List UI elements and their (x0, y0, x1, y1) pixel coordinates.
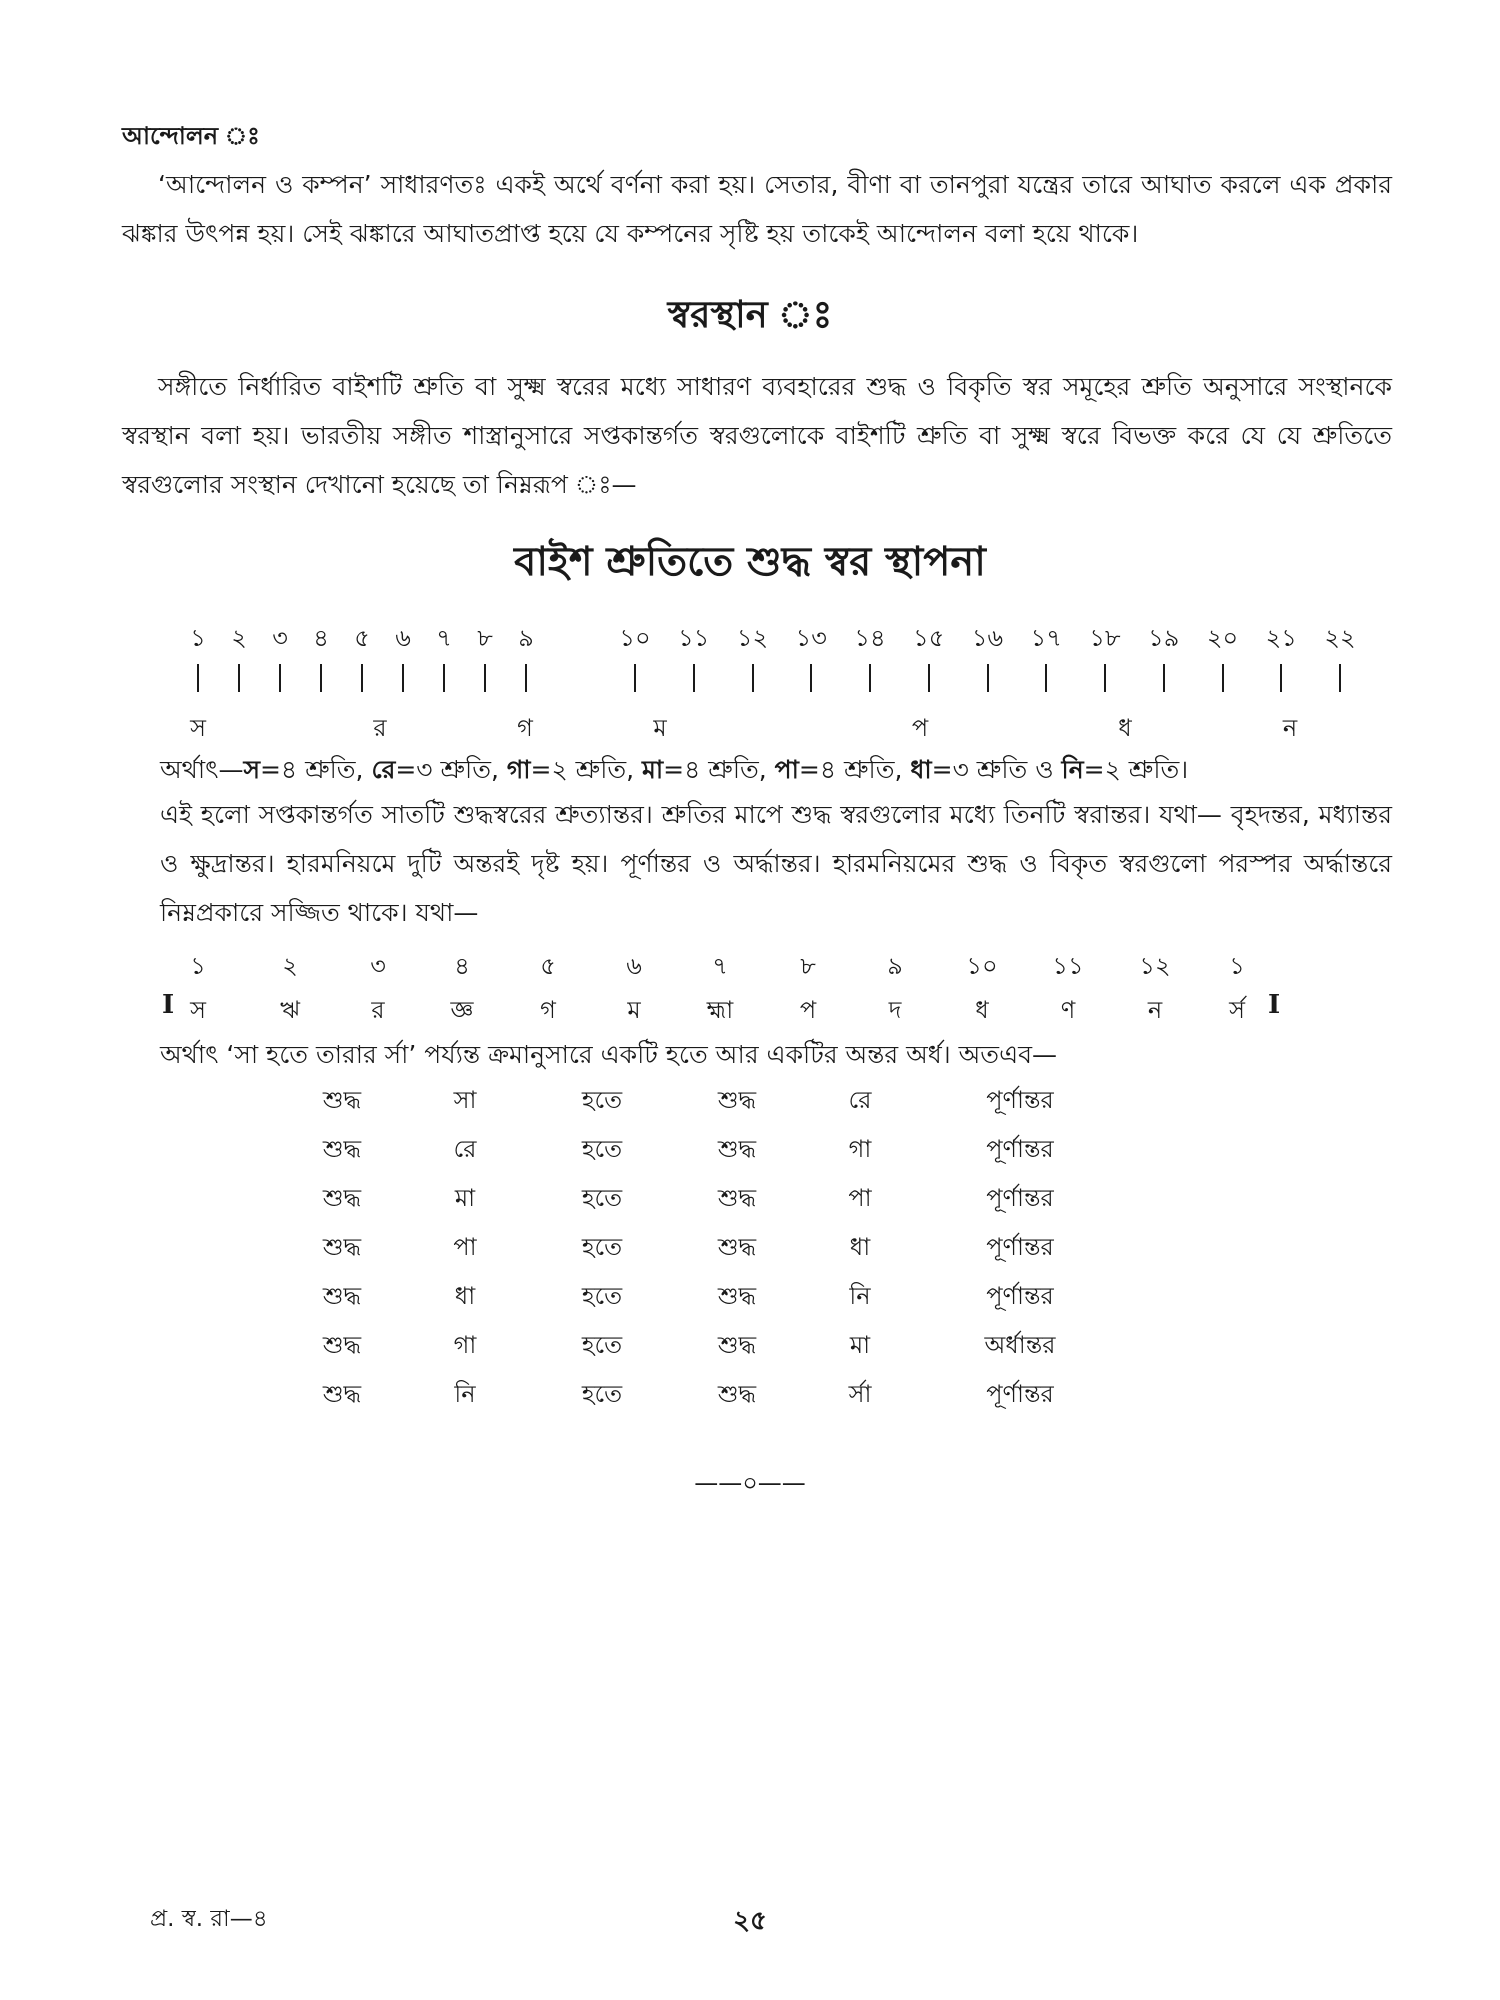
interval-table-cell: নি (849, 1282, 871, 1310)
summary-value: =২ শ্রুতি (1083, 755, 1180, 784)
interval-table-cell: শুদ্ধ (322, 1331, 362, 1359)
harmonium-number: ৩ (370, 952, 386, 980)
interval-table-cell: শুদ্ধ (717, 1086, 757, 1114)
shruti-note: ম (653, 714, 667, 742)
interval-table-cell: মা (849, 1331, 871, 1359)
interval-table-cell: হতে (581, 1135, 623, 1163)
shruti-tick (525, 664, 527, 692)
shruti-tick (693, 664, 695, 692)
harmonium-bar-right: I (1268, 990, 1281, 1020)
section-end-ornament: ——০—— (694, 1469, 806, 1497)
harmonium-number: ২ (282, 952, 298, 980)
summary-end: । (1179, 755, 1189, 784)
shruti-number: ১৬ (971, 624, 1004, 652)
interval-table-cell: পূর্ণান্তর (986, 1184, 1054, 1212)
harmonium-note: ণ (1060, 996, 1076, 1024)
interval-table-cell: শুদ্ধ (717, 1380, 757, 1408)
interval-paragraph: এই হলো সপ্তকান্তর্গত সাতটি শুদ্ধস্বরের শ্রুত্যান্তর। শ্রুতির মাপে শুদ্ধ স্বরগুলোর মধ্যে তিনটি স্বরান্তর। যথা— বৃহদন্তর, মধ্যান্তর ও ক্ষুদ্রান্তর। হারমনিয়মে দুটি অন্তরই দৃষ্ট হয়। পূর্ণান্তর ও অর্দ্ধান্তর। হারমনিয়মের শুদ্ধ ও বিকৃত স্বরগুলো পরস্পর অর্দ্ধান্তরে নিম্নপ্রকারে সজ্জিত থাকে। যথা— (160, 800, 1392, 927)
shruti-tick (320, 664, 322, 692)
shruti-tick (810, 664, 812, 692)
shruti-number: ১৭ (1030, 624, 1062, 652)
shruti-note: গ (517, 714, 533, 742)
interval-table-cell: শুদ্ধ (717, 1233, 757, 1261)
harmonium-number: ৮ (800, 952, 816, 980)
page-number: ২৫ (733, 1906, 767, 1936)
andolan-paragraph-text: ‘আন্দোলন ও কম্পন’ সাধারণতঃ একই অর্থে বর্ণনা করা হয়। সেতার, বীণা বা তানপুরা যন্ত্রের তারে আঘাত করলে এক প্রকার ঝঙ্কার উৎপন্ন হয়। সেই ঝঙ্কারে আঘাতপ্রাপ্ত হয়ে যে কম্পনের সৃষ্টি হয় তাকেই আন্দোলন বলা হয়ে থাকে। (122, 170, 1392, 248)
interval-table-cell: হতে (581, 1086, 623, 1114)
shruti-tick (443, 664, 445, 692)
interval-table-cell: হতে (581, 1282, 623, 1310)
harmonium-note: গ (540, 996, 556, 1024)
shruti-number: ২ (231, 624, 247, 652)
shruti-number: ৩ (272, 624, 288, 652)
shruti-tick (1045, 664, 1047, 692)
interval-table-cell: শুদ্ধ (322, 1233, 362, 1261)
interval-table-cell: মা (454, 1184, 476, 1212)
interval-table-cell: রে (848, 1086, 872, 1114)
harmonium-number: ৬ (626, 952, 642, 980)
shruti-number: ১৯ (1148, 624, 1180, 652)
shruti-tick (1222, 664, 1224, 692)
swarasthan-title: স্বরস্থান ঃ (667, 293, 833, 336)
shruti-tick (361, 664, 363, 692)
shruti-title: বাইশ শ্রুতিতে শুদ্ধ স্বর স্থাপনা (514, 539, 986, 585)
shruti-tick (1339, 664, 1341, 692)
footer-reference: প্র. স্ব. রা—৪ (150, 1906, 268, 1932)
interval-table-cell: শুদ্ধ (717, 1135, 757, 1163)
shruti-tick (634, 664, 636, 692)
harmonium-note: দ (888, 996, 902, 1024)
shruti-number: ২১ (1265, 624, 1297, 652)
harmonium-number: ১১ (1052, 952, 1084, 980)
shruti-note: স (190, 714, 206, 742)
interval-table-cell: শুদ্ধ (322, 1380, 362, 1408)
interval-table-cell: শুদ্ধ (322, 1135, 362, 1163)
shruti-tick (402, 664, 404, 692)
swarasthan-paragraph-text: সঙ্গীতে নির্ধারিত বাইশটি শ্রুতি বা সুক্ষ্ম স্বরের মধ্যে সাধারণ ব্যবহারের শুদ্ধ ও বিকৃতি স্বর সমূহের শ্রুতি অনুসারে সংস্থানকে স্বরস্থান বলা হয়। ভারতীয় সঙ্গীত শাস্ত্রানুসারে সপ্তকান্তর্গত স্বরগুলোকে বাইশটি শ্রুতি বা সুক্ষ্ম স্বরে বিভক্ত করে যে যে শ্রুতিতে স্বরগুলোর সংস্থান দেখানো হয়েছে তা নিম্নরূপ ঃ— (122, 372, 1392, 499)
interval-table-cell: গা (848, 1135, 872, 1163)
interval-table-cell: নি (454, 1380, 476, 1408)
shruti-number: ১ (190, 624, 206, 652)
harmonium-number: ১ (190, 952, 206, 980)
shruti-note: প (911, 714, 929, 742)
harmonium-note: প (799, 996, 817, 1024)
shruti-number: ৯ (518, 624, 534, 652)
shruti-number: ১৪ (854, 624, 886, 652)
shruti-tick (197, 664, 199, 692)
shruti-number: ১৩ (795, 624, 827, 652)
interval-table-cell: পূর্ণান্তর (986, 1135, 1054, 1163)
shruti-number: ৭ (436, 624, 452, 652)
shruti-tick (752, 664, 754, 692)
shruti-tick (238, 664, 240, 692)
summary-value: =৩ শ্রুতি (931, 755, 1028, 784)
summary-value: =২ শ্রুতি (530, 755, 627, 784)
shruti-number: ৫ (354, 624, 370, 652)
interval-table-cell: হতে (581, 1331, 623, 1359)
harmonium-number: ৭ (712, 952, 728, 980)
interval-table-cell: রে (453, 1135, 477, 1163)
harmonium-number: ১২ (1139, 952, 1171, 980)
interval-table-cell: শুদ্ধ (717, 1184, 757, 1212)
harmonium-number: ১০ (966, 952, 998, 980)
interval-table-cell: হতে (581, 1184, 623, 1212)
interval-table-cell: শুদ্ধ (717, 1331, 757, 1359)
shruti-tick (869, 664, 871, 692)
shruti-tick (1104, 664, 1106, 692)
shruti-tick (1280, 664, 1282, 692)
summary-value: =৪ শ্রুতি (798, 755, 895, 784)
andolan-paragraph (122, 160, 1392, 258)
interval-table-cell: শুদ্ধ (322, 1282, 362, 1310)
summary-note: গা (506, 755, 531, 784)
harmonium-summary: অর্থাৎ ‘সা হতে তারার র্সা’ পর্য্যন্ত ক্রমানুসারে একটি হতে আর একটির অন্তর অর্ধ। অতএব— (160, 1040, 1057, 1069)
harmonium-number: ১ (1229, 952, 1245, 980)
interval-table-cell: পূর্ণান্তর (986, 1233, 1054, 1261)
summary-separator: , (626, 755, 643, 784)
interval-table-cell: পূর্ণান্তর (986, 1380, 1054, 1408)
summary-separator: , (355, 755, 372, 784)
harmonium-note: হ্মা (706, 996, 734, 1024)
summary-note: নি (1061, 755, 1084, 784)
harmonium-note: স (190, 996, 206, 1024)
shruti-tick (279, 664, 281, 692)
interval-table-cell: ধা (849, 1233, 871, 1261)
harmonium-number: ৫ (540, 952, 556, 980)
shruti-tick (928, 664, 930, 692)
harmonium-number: ৯ (887, 952, 903, 980)
interval-table-cell: শুদ্ধ (717, 1282, 757, 1310)
shruti-tick (1163, 664, 1165, 692)
interval-table-cell: পূর্ণান্তর (986, 1086, 1054, 1114)
harmonium-note: জ্ঞ (450, 996, 474, 1024)
interval-table-cell: পা (848, 1184, 872, 1212)
shruti-note: র (373, 714, 387, 742)
shruti-number: ২০ (1206, 624, 1239, 652)
summary-value: =৪ শ্রুতি (663, 755, 759, 784)
interval-table-cell: পূর্ণান্তর (986, 1282, 1054, 1310)
summary-note: রে (371, 755, 396, 784)
harmonium-note: ম (627, 996, 641, 1024)
swarasthan-paragraph (122, 362, 1392, 509)
shruti-number: ২২ (1324, 624, 1356, 652)
interval-table-cell: অর্ধান্তর (984, 1331, 1056, 1359)
interval-table-cell: র্সা (848, 1380, 872, 1408)
summary-note: মা (642, 755, 664, 784)
summary-separator: , (758, 755, 775, 784)
interval-table-cell: ধা (454, 1282, 476, 1310)
harmonium-bar-left: I (162, 990, 175, 1020)
interval-table-cell: গা (453, 1331, 477, 1359)
summary-note: ধা (910, 755, 932, 784)
harmonium-note: র (371, 996, 385, 1024)
shruti-number: ৮ (477, 624, 493, 652)
shruti-number: ১১ (678, 624, 710, 652)
shruti-number: ৪ (313, 624, 329, 652)
andolan-heading: আন্দোলন ঃ (122, 122, 260, 150)
shruti-note: ন (1282, 714, 1298, 742)
summary-note: পা (774, 755, 799, 784)
summary-value: =৪ শ্রুতি (259, 755, 356, 784)
shruti-number: ৬ (395, 624, 411, 652)
shruti-number: ১০ (619, 624, 651, 652)
harmonium-number: ৪ (454, 952, 470, 980)
shruti-tick (484, 664, 486, 692)
harmonium-note: ন (1147, 996, 1163, 1024)
interval-table-cell: পা (453, 1233, 477, 1261)
summary-value: =৩ শ্রুতি (395, 755, 491, 784)
harmonium-note: র্স (1229, 996, 1245, 1024)
shruti-summary (160, 750, 1188, 793)
interval-table-cell: হতে (581, 1380, 623, 1408)
interval-table-cell: শুদ্ধ (322, 1184, 362, 1212)
summary-separator: ও (1027, 755, 1062, 784)
interval-table-cell: হতে (581, 1233, 623, 1261)
harmonium-note: ঋ (280, 996, 300, 1024)
shruti-tick (987, 664, 989, 692)
shruti-note: ধ (1118, 714, 1132, 742)
harmonium-note: ধ (975, 996, 989, 1024)
shruti-number: ১৫ (913, 624, 945, 652)
shruti-number: ১৮ (1089, 624, 1121, 652)
interval-table-cell: সা (453, 1086, 477, 1114)
shruti-number: ১২ (736, 624, 769, 652)
interval-table-cell: শুদ্ধ (322, 1086, 362, 1114)
shruti-summary-prefix: অর্থাৎ— (160, 755, 244, 784)
summary-separator: , (490, 755, 507, 784)
summary-separator: , (894, 755, 911, 784)
summary-note: স (243, 755, 260, 784)
